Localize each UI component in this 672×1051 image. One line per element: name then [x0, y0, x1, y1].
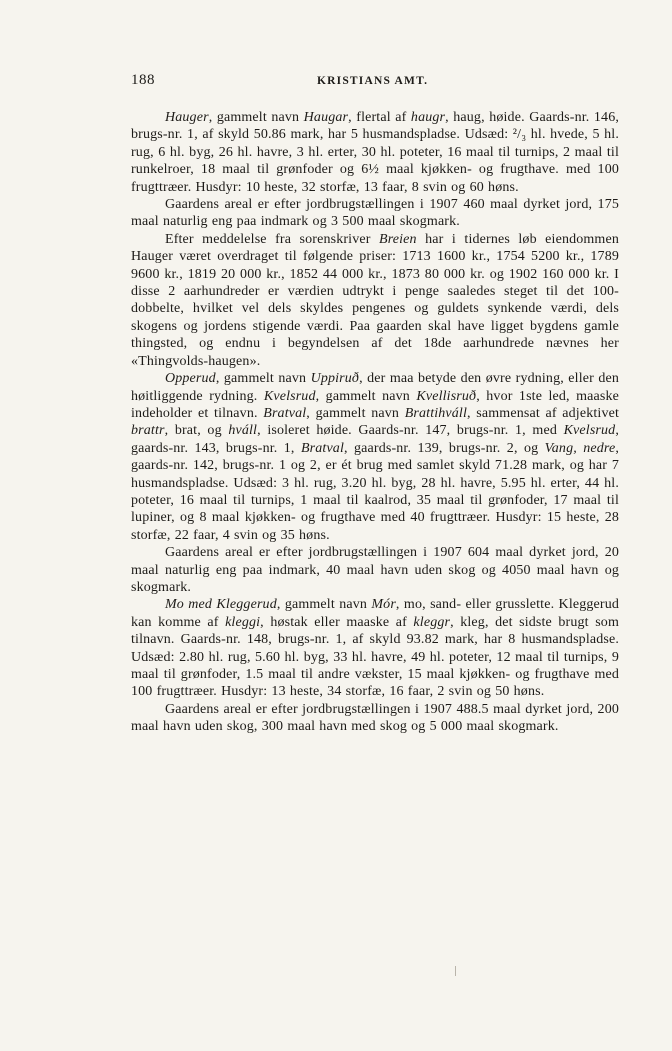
italic-term: Mór [371, 597, 396, 613]
italic-term: Mo med Kleggerud [165, 597, 277, 613]
italic-term: Haugar [303, 110, 349, 125]
scan-mark [455, 966, 456, 976]
italic-term: Kvellisruð [416, 388, 477, 404]
paragraph [131, 196, 619, 231]
text-run: , gammelt navn [276, 597, 372, 613]
italic-term: Breien [379, 231, 417, 247]
paragraph [131, 544, 619, 596]
text-run: , gaards-nr. 142, brugs-nr. 1 og 2, er ét brug med samlet skyld 71.28 mark, og har 7 husmandspladse. Udsæd: 3 hl. rug, 3.20 hl. byg, 28 hl. havre, 5.95 hl. erter, 44 hl. poteter, 16 maal til turnips, 1 maal til kaalrod, 35 maal til grønfoder, 17 maal til lupiner, og 8 maal kjøkken- og frugthave med 40 frugttræer. Husdyr: 15 heste, 28 storfæ, 22 faar, 4 svin og 35 høns. [131, 440, 619, 543]
text-run: Efter meddelelse fra sorenskriver [165, 231, 379, 247]
text-run: , gammelt navn [215, 371, 311, 387]
text-run: , gammelt navn [306, 405, 405, 421]
text-run: , høstak eller maaske af [260, 614, 414, 630]
italic-term: Bratval [263, 405, 307, 421]
paragraph [131, 701, 619, 736]
paragraph [131, 596, 619, 700]
text-run: , gammelt navn [208, 110, 304, 125]
text-run: Gaardens areal er efter jordbrugstællingen i 1907 604 maal dyrket jord, 20 maal naturlig eng paa indmark, 40 maal havn uden skog og 4050 maal havn og skogmark. [131, 545, 619, 595]
italic-term: Kvelsrud [263, 388, 316, 404]
page-number: 188 [131, 72, 155, 88]
italic-term: Hauger [165, 110, 209, 125]
text-run: , kleg, det sidste brugt som tilnavn. Gaards-nr. 148, brugs-nr. 1, af skyld 93.82 mark, har 8 husmandspladse. Udsæd: 2.80 hl. rug, 5.60 hl. byg, 33 hl. havre, 49 hl. poteter, 12 maal til turnips, 9 maal til grønfoder, 1.5 maal til andre vækster, 15 maal kjøkken- og frugthave med 100 frugttræer. Husdyr: 13 heste, 34 storfæ, 16 faar, 2 svin og 50 høns. [131, 614, 619, 700]
text-run: , gammelt navn [315, 388, 417, 404]
body-text [131, 109, 619, 736]
italic-term: kleggr [413, 614, 451, 630]
italic-term: Vang, nedre [544, 440, 616, 456]
italic-term: kleggi [225, 614, 261, 630]
italic-term: Bratval [300, 440, 344, 456]
page-header [131, 72, 619, 94]
text-run: , isoleret høide. Gaards-nr. 147, brugs-nr. 1, med [257, 423, 564, 439]
paragraph [131, 370, 619, 544]
italic-term: Brattihváll [404, 405, 468, 421]
text-run: , mo, sand- eller grusslette. Kleggerud kan komme af [131, 597, 619, 630]
italic-term: Kvelsrud [563, 423, 616, 439]
text-run: , flertal af [348, 110, 411, 125]
running-head: KRISTIANS AMT. [317, 75, 429, 87]
text-run: , hvor 1ste led, maaske indeholder et tilnavn. [131, 388, 619, 421]
text-run: , brat, og [164, 423, 229, 439]
italic-term: Uppiruð [310, 371, 360, 387]
italic-term: brattr [131, 423, 165, 439]
text-run: Gaardens areal er efter jordbrugstællingen i 1907 460 maal dyrket jord, 175 maal naturlig eng paa indmark og 3 500 maal skogmark. [131, 197, 619, 230]
text-run: har i tidernes løb eiendommen Hauger været overdraget til følgende priser: 1713 1600 kr., 1754 5200 kr., 1789 9600 kr., 1819 20 000 kr., 1852 44 000 kr., 1873 80 000 kr. og 1902 160 000 kr. I disse 2 aarhundreder er værdien udtrykt i penge saaledes steget til det 100-dobbelte, hvilket vel dels skyldes pengenes og guldets synkende værdi, dels skogens og jordens stigende værdi. Paa gaarden skal have ligget bygdens gamle thingsted, og endnu i begyndelsen af det 18de aarhundrede nævnes her «Thingvolds-haugen». [131, 231, 619, 369]
italic-term: haugr [410, 110, 446, 125]
paragraph [131, 109, 619, 196]
italic-term: hváll [228, 423, 258, 439]
text-run: , der maa betyde den øvre rydning, eller den høitliggende rydning. [131, 371, 619, 404]
text-run: , haug, høide. Gaards-nr. 146, brugs-nr. 1, af skyld 50.86 mark, har 5 husmandspladse. Udsæd: ²/₃ hl. hvede, 5 hl. rug, 6 hl. byg, 26 hl. havre, 3 hl. erter, 30 hl. poteter, 16 maal til turnips, 2 maal til runkelroer, 18 maal til grønfoder og 6½ maal kjøkken- og frugthave. med 100 frugttræer. Husdyr: 10 heste, 32 storfæ, 13 faar, 8 svin og 60 høns. [131, 110, 620, 195]
text-run: Gaardens areal er efter jordbrugstællingen i 1907 488.5 maal dyrket jord, 200 maal havn uden skog, 300 maal havn med skog og 5 000 maal skogmark. [131, 701, 619, 735]
text-run: , gaards-nr. 139, brugs-nr. 2, og [344, 440, 545, 456]
text-run: , sammensat af adjektivet [467, 405, 619, 421]
paragraph [131, 231, 619, 370]
italic-term: Opperud [165, 371, 216, 387]
text-run: , gaards-nr. 143, brugs-nr. 1, [131, 423, 619, 456]
